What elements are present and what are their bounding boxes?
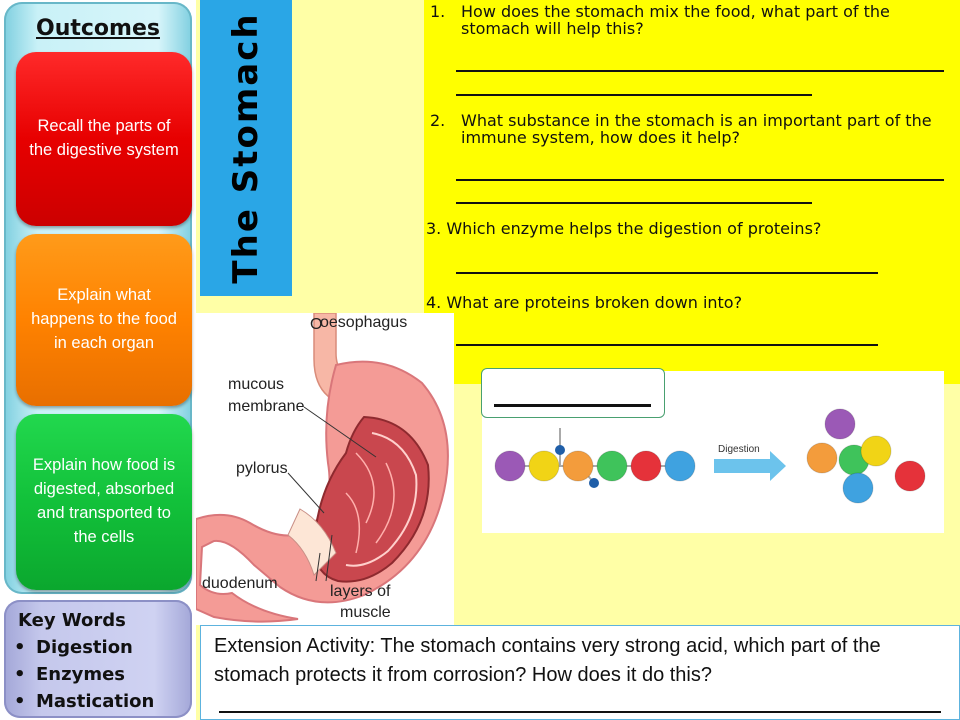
bond-dot — [589, 478, 599, 488]
key-words-list — [14, 634, 154, 715]
free-amino-acid — [843, 473, 873, 503]
free-amino-acid — [807, 443, 837, 473]
page-title: The Stomach — [226, 12, 266, 284]
title-banner — [200, 0, 292, 296]
question-number: 4. — [426, 293, 442, 312]
answer-line[interactable] — [456, 202, 812, 204]
question-text: What are proteins broken down into? — [446, 293, 743, 312]
amino-acids — [807, 409, 925, 503]
question-4 — [426, 294, 956, 311]
key-words-panel — [4, 600, 192, 718]
answer-line[interactable] — [494, 404, 651, 407]
free-amino-acid — [895, 461, 925, 491]
question-text: How does the stomach mix the food, what part of the stomach will help this? — [461, 2, 890, 38]
amino-acid-bead — [495, 451, 525, 481]
amino-acid-bead — [665, 451, 695, 481]
extension-activity — [200, 625, 960, 720]
extension-text: Extension Activity: The stomach contains very strong acid, which part of the stomach protects it from corrosion? How does it do this? — [214, 635, 881, 686]
answer-line[interactable] — [456, 94, 812, 96]
key-word-item: • Mastication — [14, 688, 154, 715]
outcomes-title: Outcomes — [36, 16, 160, 41]
outcome-card-explain-organs — [16, 234, 192, 406]
free-amino-acid — [861, 436, 891, 466]
free-amino-acid — [825, 409, 855, 439]
outcome-text: Explain how food is digested, absorbed and transported to the cells — [32, 456, 176, 546]
question-text: Which enzyme helps the digestion of proteins? — [446, 219, 822, 238]
label-oesophagus: oesophagus — [320, 314, 408, 331]
question-1 — [430, 3, 956, 37]
questions-panel — [424, 0, 960, 384]
label-oesophagus-prefix: O — [310, 316, 323, 333]
label-layers-of: layers of — [330, 583, 391, 600]
outcome-card-recall — [16, 52, 192, 226]
answer-label-box[interactable] — [481, 368, 665, 418]
digestion-arrow — [714, 451, 786, 481]
question-number: 2. — [430, 111, 446, 130]
amino-acid-bead — [597, 451, 627, 481]
bond-dot — [555, 445, 565, 455]
answer-line[interactable] — [456, 70, 944, 72]
answer-line[interactable] — [219, 711, 941, 713]
label-duodenum: duodenum — [202, 575, 278, 592]
amino-acid-bead — [631, 451, 661, 481]
amino-acid-bead — [529, 451, 559, 481]
stomach-diagram — [196, 313, 454, 625]
label-membrane: membrane — [228, 398, 305, 415]
key-words-title: Key Words — [18, 610, 126, 631]
key-word-item: • Digestion — [14, 634, 154, 661]
outcome-text: Recall the parts of the digestive system — [29, 117, 179, 159]
question-2 — [430, 112, 956, 146]
question-text: What substance in the stomach is an important part of the immune system, how does it help? — [461, 111, 932, 147]
label-pylorus: pylorus — [236, 460, 288, 477]
amino-acid-bead — [563, 451, 593, 481]
question-3 — [426, 220, 956, 237]
label-mucous: mucous — [228, 376, 285, 393]
answer-line[interactable] — [456, 179, 944, 181]
stomach-illustration — [196, 313, 454, 625]
question-number: 1. — [430, 2, 446, 21]
outcomes-panel — [4, 2, 192, 594]
answer-line[interactable] — [456, 272, 878, 274]
outcome-text: Explain what happens to the food in each organ — [31, 286, 177, 352]
answer-line[interactable] — [456, 344, 878, 346]
digestion-arrow-label: Digestion — [718, 444, 760, 455]
key-word-item: • Enzymes — [14, 661, 154, 688]
label-muscle: muscle — [340, 604, 391, 621]
outcome-card-explain-digestion — [16, 414, 192, 590]
question-number: 3. — [426, 219, 442, 238]
